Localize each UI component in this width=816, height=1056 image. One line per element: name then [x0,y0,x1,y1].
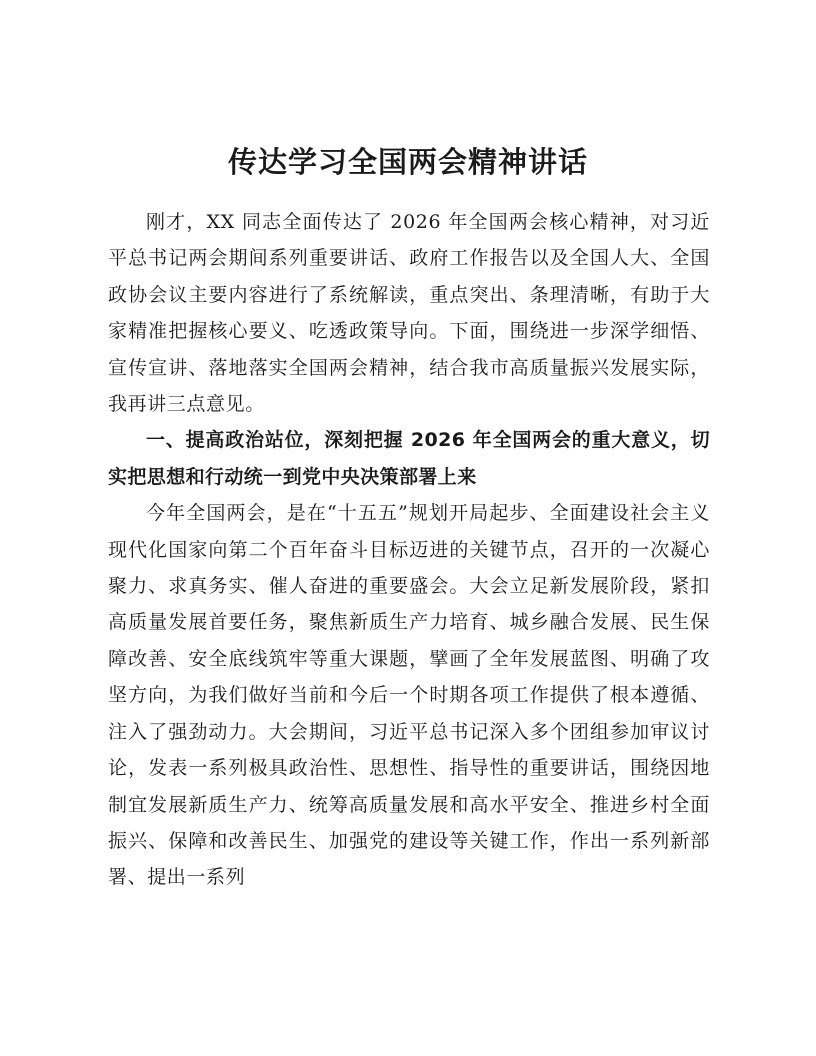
document-title: 传达学习全国两会精神讲话 [227,145,588,179]
section-1-paragraph: 今年全国两会，是在“十五五”规划开局起步、全面建设社会主义现代化国家向第二个百年奋斗目标迈进的关键节点，召开的一次凝心聚力、求真务实、催人奋进的重要盛会。大会立足新发展阶段，紧扣高质量发展首要任务，聚焦新质生产力培育、城乡融合发展、民生保障改善、安全底线筑牢等重大课题，擘画了全年发展蓝图、明确了攻坚方向，为我们做好当前和今后一个时期各项工作提供了根本遵循、注入了强劲动力。大会期间，习近平总书记深入多个团组参加审议讨论，发表一系列极具政治性、思想性、指导性的重要讲话，围绕因地制宜发展新质生产力、统筹高质量发展和高水平安全、推进乡村全面振兴、保障和改善民生、加强党的建设等关键工作，作出一系列新部署、提出一系列 [108,502,710,889]
intro-paragraph: 刚才，XX 同志全面传达了 2026 年全国两会核心精神，对习近平总书记两会期间系列重要讲话、政府工作报告以及全国人大、全国政协会议主要内容进行了系统解读，重点突出、条理清晰，有助于大家精准把握核心要义、吃透政策导向。下面，围绕进一步深学细悟、宣传宣讲、落地落实全国两会精神，结合我市高质量振兴发展实际，我再讲三点意见。 [108,211,710,416]
section-heading-1: 一、提高政治站位，深刻把握 2026 年全国两会的重大意义，切实把思想和行动统一到党中央决策部署上来 [108,429,710,488]
document-body [108,204,710,896]
